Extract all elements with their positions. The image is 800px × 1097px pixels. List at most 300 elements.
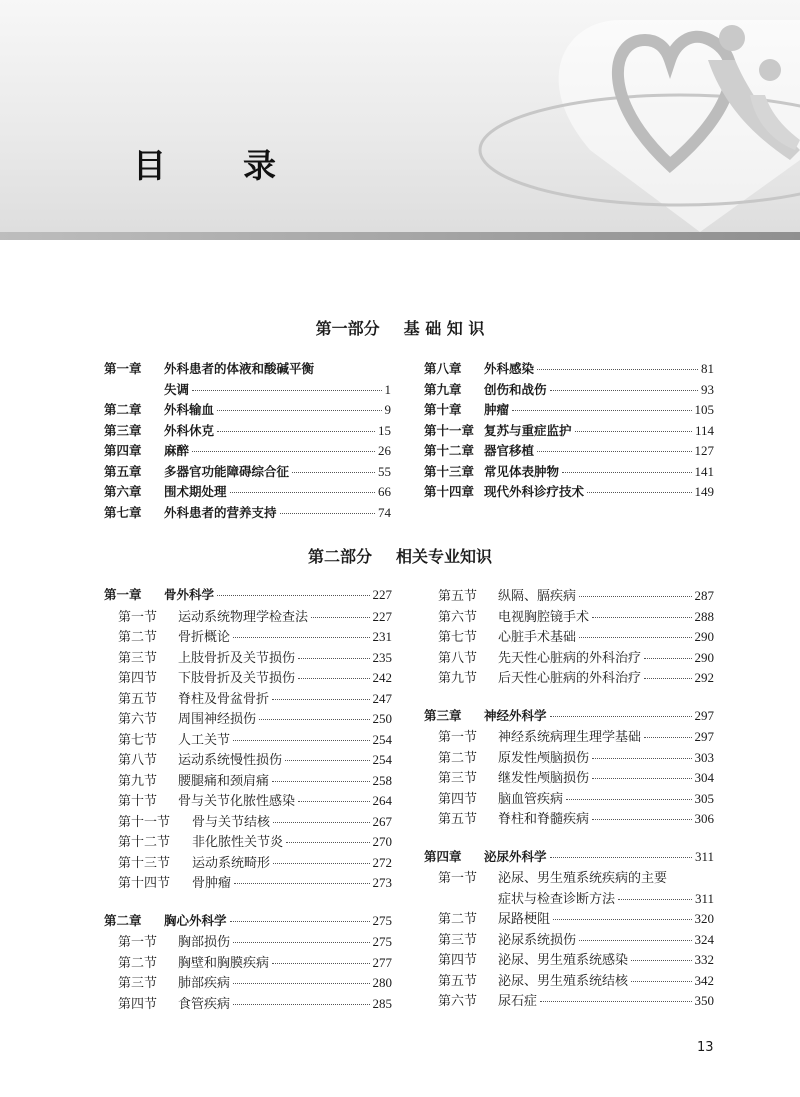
part1-left-column xyxy=(104,359,391,523)
page-ref: 273 xyxy=(372,875,392,890)
section-title: 泌尿、男生殖系统结核 xyxy=(498,973,629,989)
leader-dots xyxy=(579,637,691,638)
section-title: 胸壁和胸膜疾病 xyxy=(178,955,270,971)
section-number: 第五节 xyxy=(438,589,478,604)
toc-entry-label xyxy=(438,767,589,786)
section-number: 第二节 xyxy=(438,750,478,766)
toc-chapter-entry[interactable] xyxy=(104,911,392,932)
toc-chapter-entry[interactable] xyxy=(104,462,391,483)
toc-section-entry[interactable] xyxy=(104,729,392,750)
toc-section-entry[interactable] xyxy=(424,606,714,627)
section-title: 骨折概论 xyxy=(178,630,231,645)
page-ref: 254 xyxy=(372,731,392,747)
chapter-title: 围术期处理 xyxy=(164,484,227,499)
leader-dots xyxy=(550,390,698,391)
section-title: 脑血管疾病 xyxy=(498,791,564,807)
toc-section-entry[interactable] xyxy=(424,929,714,950)
section-number: 第一节 xyxy=(118,935,158,950)
section-title: 纵隔、膈疾病 xyxy=(498,589,577,604)
toc-entry-label xyxy=(118,952,269,971)
chapter-number: 第十章 xyxy=(424,402,462,417)
leader-dots xyxy=(631,960,691,961)
toc-entry-label xyxy=(424,482,584,500)
page-ref: 311 xyxy=(694,848,714,864)
toc-entry-label xyxy=(104,585,214,603)
toc-chapter-entry[interactable] xyxy=(104,503,391,524)
chapter-title: 骨外科学 xyxy=(164,587,215,602)
section-title: 尿石症 xyxy=(498,994,538,1009)
toc-entry-label xyxy=(424,847,547,865)
section-title: 非化脓性关节炎 xyxy=(192,835,284,850)
toc-section-entry[interactable] xyxy=(424,808,714,829)
toc-chapter-entry[interactable] xyxy=(104,400,391,421)
chapter-number: 第五章 xyxy=(104,463,142,479)
toc-section-entry[interactable] xyxy=(104,993,392,1014)
page-ref: 258 xyxy=(372,772,392,788)
toc-entry-label xyxy=(118,749,282,768)
page-ref: 74 xyxy=(378,504,391,520)
leader-dots xyxy=(550,857,692,858)
page-ref: 66 xyxy=(378,484,391,499)
section-number: 第八节 xyxy=(438,650,478,666)
toc-entry-label xyxy=(104,503,277,521)
part2-title xyxy=(0,544,800,567)
chapter-number: 第四章 xyxy=(424,848,462,864)
leader-dots xyxy=(233,740,369,741)
toc-section-entry[interactable] xyxy=(104,972,392,993)
toc-section-entry[interactable] xyxy=(104,811,392,832)
part2-right-column xyxy=(424,585,714,1011)
leader-dots xyxy=(285,760,369,761)
page-ref: 264 xyxy=(372,793,392,808)
section-title: 胸部损伤 xyxy=(178,935,231,950)
section-title: 运动系统畸形 xyxy=(192,855,271,871)
leader-dots xyxy=(298,801,369,802)
section-title: 脊柱及骨盆骨折 xyxy=(178,691,270,707)
page-ref: 254 xyxy=(372,752,392,767)
page-ref: 287 xyxy=(694,588,714,603)
section-number: 第一节 xyxy=(118,609,158,625)
toc-section-entry[interactable] xyxy=(104,852,392,873)
section-title: 泌尿、男生殖系统感染 xyxy=(498,953,629,968)
leader-dots xyxy=(298,658,369,659)
page-ref: 141 xyxy=(694,463,714,479)
toc-entry-label xyxy=(118,770,269,789)
leader-dots xyxy=(217,410,381,411)
toc-section-entry[interactable] xyxy=(104,749,392,770)
chapter-title: 常见体表肿物 xyxy=(484,463,560,479)
toc-section-entry[interactable] xyxy=(424,626,714,647)
toc-entry-label xyxy=(438,667,641,686)
toc-entry-label xyxy=(424,441,534,459)
leader-dots xyxy=(553,919,691,920)
toc-entry-label xyxy=(118,790,295,809)
section-number: 第十四节 xyxy=(118,876,171,891)
page-number: 13 xyxy=(697,1040,714,1055)
page-ref: 320 xyxy=(694,911,714,926)
leader-dots xyxy=(537,369,698,370)
leader-dots xyxy=(562,472,691,473)
toc-entry-label xyxy=(498,888,615,907)
toc-section-entry[interactable] xyxy=(424,888,714,909)
page-ref: 292 xyxy=(694,670,714,685)
toc-section-entry[interactable] xyxy=(104,708,392,729)
toc-entry-label xyxy=(438,808,589,827)
toc-section-entry[interactable] xyxy=(424,970,714,991)
leader-dots xyxy=(592,778,691,779)
leader-dots xyxy=(631,981,691,982)
page-ref: 149 xyxy=(694,484,714,499)
section-title: 泌尿系统损伤 xyxy=(498,932,577,948)
section-title: 继发性颅脑损伤 xyxy=(498,771,590,786)
section-title: 运动系统物理学检查法 xyxy=(178,609,309,625)
page-ref: 342 xyxy=(694,972,714,988)
toc-entry-label xyxy=(438,747,589,766)
section-title: 周围神经损伤 xyxy=(178,712,257,727)
section-title: 心脏手术基础 xyxy=(498,630,577,645)
toc-chapter-entry[interactable] xyxy=(424,359,714,380)
section-number: 第三节 xyxy=(118,976,158,991)
leader-dots xyxy=(298,678,369,679)
toc-section-entry[interactable] xyxy=(104,770,392,791)
toc-entry-label xyxy=(118,729,230,748)
toc-entry-label xyxy=(424,359,534,377)
toc-entry-label xyxy=(118,993,230,1012)
toc-entry-label xyxy=(438,726,641,745)
section-title: 症状与检查诊断方法 xyxy=(498,891,616,907)
section-number: 第二节 xyxy=(438,912,478,927)
spacer xyxy=(424,688,714,706)
chapter-title: 神经外科学 xyxy=(484,707,547,723)
section-title: 原发性颅脑损伤 xyxy=(498,750,590,766)
family-heart-logo-icon xyxy=(470,0,800,232)
section-title: 肺部疾病 xyxy=(178,976,231,991)
chapter-number: 第二章 xyxy=(104,402,142,417)
chapter-number: 第八章 xyxy=(424,361,462,376)
toc-entry-label xyxy=(118,872,231,891)
toc-chapter-entry[interactable] xyxy=(104,421,391,442)
page-ref: 275 xyxy=(372,934,392,949)
chapter-title: 现代外科诊疗技术 xyxy=(484,484,585,499)
chapter-number: 第十一章 xyxy=(424,422,475,438)
page-ref: 235 xyxy=(372,649,392,665)
toc-entry-label xyxy=(118,626,230,645)
page-ref: 227 xyxy=(372,608,392,624)
page-ref: 306 xyxy=(694,811,714,826)
toc-entry-label xyxy=(104,359,314,377)
section-number: 第六节 xyxy=(118,712,158,727)
toc-entry-label xyxy=(118,647,295,666)
leader-dots xyxy=(192,390,381,391)
chapter-number: 第二章 xyxy=(104,912,142,928)
section-number: 第一节 xyxy=(438,871,478,886)
toc-entry-label xyxy=(118,972,230,991)
chapter-title: 泌尿外科学 xyxy=(484,848,547,864)
page-ref: 15 xyxy=(378,422,391,438)
leader-dots xyxy=(233,637,369,638)
section-number: 第二节 xyxy=(118,630,158,645)
page-ref: 305 xyxy=(694,790,714,806)
chapter-title: 器官移植 xyxy=(484,443,535,458)
toc-entry-label xyxy=(438,626,576,645)
toc-chapter-entry[interactable] xyxy=(104,359,391,380)
chapter-number: 第十三章 xyxy=(424,463,475,479)
toc-section-entry[interactable] xyxy=(424,949,714,970)
toc-section-entry[interactable] xyxy=(104,931,392,952)
chapter-number: 第三章 xyxy=(104,422,142,438)
toc-entry-label xyxy=(104,911,227,929)
section-number: 第五节 xyxy=(438,812,478,827)
toc-entry-label xyxy=(438,585,576,604)
section-number: 第一节 xyxy=(438,730,478,745)
section-number: 第十二节 xyxy=(118,835,171,850)
leader-dots xyxy=(272,781,369,782)
section-number: 第六节 xyxy=(438,609,478,625)
toc-section-entry[interactable] xyxy=(424,867,714,888)
toc-entry-label xyxy=(118,811,270,830)
toc-chapter-entry[interactable] xyxy=(104,585,392,606)
toc-entry-label xyxy=(118,708,256,727)
section-title: 骨肿瘤 xyxy=(192,876,232,891)
leader-dots xyxy=(273,863,369,864)
chapter-title: 胸心外科学 xyxy=(164,912,227,928)
section-title: 泌尿、男生殖系统疾病的主要 xyxy=(498,871,668,886)
section-number: 第八节 xyxy=(118,753,158,768)
toc-section-entry[interactable] xyxy=(424,767,714,788)
leader-dots xyxy=(292,472,375,473)
toc-entry-label xyxy=(118,831,283,850)
toc-section-entry[interactable] xyxy=(424,908,714,929)
section-number: 第四节 xyxy=(438,953,478,968)
section-number: 第三节 xyxy=(438,771,478,786)
toc-section-entry[interactable] xyxy=(424,990,714,1011)
toc-chapter-entry[interactable] xyxy=(424,421,714,442)
toc-entry-label xyxy=(438,788,563,807)
leader-dots xyxy=(230,492,375,493)
chapter-title: 失调 xyxy=(164,381,190,397)
leader-dots xyxy=(644,737,691,738)
toc-section-entry[interactable] xyxy=(424,788,714,809)
page-ref: 304 xyxy=(694,770,714,785)
section-number: 第二节 xyxy=(118,955,158,971)
toc-section-entry[interactable] xyxy=(424,747,714,768)
toc-entry-label xyxy=(424,400,509,418)
chapter-number: 第七章 xyxy=(104,504,142,520)
part2-name: 相关专业知识 xyxy=(396,547,493,566)
toc-entry-label xyxy=(438,929,576,948)
leader-dots xyxy=(592,617,691,618)
chapter-number: 第九章 xyxy=(424,381,462,397)
toc-entry-label xyxy=(438,949,628,968)
leader-dots xyxy=(234,883,369,884)
page-ref: 270 xyxy=(372,834,392,849)
chapter-number: 第四章 xyxy=(104,443,142,458)
leader-dots xyxy=(537,451,691,452)
page-ref: 297 xyxy=(694,729,714,744)
toc-section-entry[interactable] xyxy=(104,872,392,893)
toc-chapter-entry[interactable] xyxy=(104,380,391,401)
toc-entry-label xyxy=(164,380,189,398)
page-ref: 9 xyxy=(384,402,391,417)
section-number: 第三节 xyxy=(438,932,478,948)
page-ref: 332 xyxy=(694,952,714,967)
chapter-title: 肿瘤 xyxy=(484,402,510,417)
page-ref: 250 xyxy=(372,711,392,726)
toc-section-entry[interactable] xyxy=(104,952,392,973)
page-ref: 290 xyxy=(694,629,714,644)
section-number: 第十一节 xyxy=(118,814,171,830)
toc-entry-label xyxy=(118,688,269,707)
toc-chapter-entry[interactable] xyxy=(104,482,391,503)
toc-entry-label xyxy=(438,606,589,625)
section-number: 第九节 xyxy=(118,773,158,789)
toc-chapter-entry[interactable] xyxy=(424,400,714,421)
leader-dots xyxy=(592,819,691,820)
section-number: 第四节 xyxy=(118,996,158,1012)
part1-right-column xyxy=(424,359,714,503)
toc-entry-label xyxy=(104,421,214,439)
page-ref: 288 xyxy=(694,608,714,624)
page-ref: 303 xyxy=(694,749,714,765)
part2-left-column xyxy=(104,585,392,1013)
page-ref: 93 xyxy=(701,381,714,397)
page-ref: 277 xyxy=(372,954,392,970)
toc-entry-label xyxy=(118,931,230,950)
page-ref: 297 xyxy=(694,707,714,723)
toc-entry-label xyxy=(438,867,667,886)
section-number: 第十三节 xyxy=(118,855,171,871)
toc-section-entry[interactable] xyxy=(104,626,392,647)
spacer xyxy=(104,893,392,911)
leader-dots xyxy=(644,678,691,679)
page-ref: 267 xyxy=(372,813,392,829)
toc-chapter-entry[interactable] xyxy=(424,847,714,868)
section-title: 食管疾病 xyxy=(178,996,231,1012)
toc-entry-label xyxy=(438,908,550,927)
page-ref: 285 xyxy=(372,995,392,1011)
section-title: 上肢骨折及关节损伤 xyxy=(178,650,296,666)
section-number: 第六节 xyxy=(438,994,478,1009)
toc-section-entry[interactable] xyxy=(104,688,392,709)
section-title: 骨与关节结核 xyxy=(192,814,271,830)
section-number: 第七节 xyxy=(438,630,478,645)
page-ref: 1 xyxy=(384,381,391,397)
toc-chapter-entry[interactable] xyxy=(424,706,714,727)
page-ref: 231 xyxy=(372,629,392,644)
section-title: 腰腿痛和颈肩痛 xyxy=(178,773,270,789)
leader-dots xyxy=(280,513,375,514)
section-number: 第九节 xyxy=(438,671,478,686)
page-title: 目 录 xyxy=(133,146,298,185)
part1-name: 基 础 知 识 xyxy=(403,319,485,338)
part1-label: 第一部分 xyxy=(315,319,380,338)
chapter-title: 外科休克 xyxy=(164,422,215,438)
chapter-title: 外科输血 xyxy=(164,402,215,417)
chapter-number: 第六章 xyxy=(104,484,142,499)
toc-section-entry[interactable] xyxy=(104,831,392,852)
toc-entry-label xyxy=(118,606,308,625)
toc-entry-label xyxy=(438,990,537,1009)
section-title: 人工关节 xyxy=(178,732,231,748)
leader-dots xyxy=(286,842,369,843)
toc-section-entry[interactable] xyxy=(104,790,392,811)
toc-section-entry[interactable] xyxy=(104,606,392,627)
chapter-title: 复苏与重症监护 xyxy=(484,422,572,438)
leader-dots xyxy=(259,719,369,720)
leader-dots xyxy=(311,617,369,618)
part1-title xyxy=(0,316,800,339)
header-divider xyxy=(0,232,800,240)
page-ref: 227 xyxy=(372,587,392,602)
spacer xyxy=(424,829,714,847)
toc-entry-label xyxy=(438,647,641,666)
chapter-title: 外科患者的营养支持 xyxy=(164,504,277,520)
toc-chapter-entry[interactable] xyxy=(424,482,714,503)
chapter-number: 第三章 xyxy=(424,707,462,723)
section-title: 后天性心脏病的外科治疗 xyxy=(498,671,642,686)
page-ref: 105 xyxy=(694,402,714,417)
leader-dots xyxy=(512,410,691,411)
chapter-title: 创伤和战伤 xyxy=(484,381,547,397)
page-ref: 127 xyxy=(694,443,714,458)
toc-section-entry[interactable] xyxy=(424,667,714,688)
leader-dots xyxy=(272,699,369,700)
toc-chapter-entry[interactable] xyxy=(424,462,714,483)
page-ref: 272 xyxy=(372,854,392,870)
toc-chapter-entry[interactable] xyxy=(424,441,714,462)
toc-entry-label xyxy=(104,441,189,459)
toc-section-entry[interactable] xyxy=(104,667,392,688)
leader-dots xyxy=(587,492,691,493)
leader-dots xyxy=(230,921,370,922)
toc-section-entry[interactable] xyxy=(424,585,714,606)
toc-section-entry[interactable] xyxy=(424,726,714,747)
section-title: 先天性心脏病的外科治疗 xyxy=(498,650,642,666)
section-title: 尿路梗阻 xyxy=(498,912,551,927)
page-ref: 247 xyxy=(372,690,392,706)
toc-entry-label xyxy=(424,462,559,480)
toc-entry-label xyxy=(104,462,289,480)
leader-dots xyxy=(192,451,375,452)
page-ref: 311 xyxy=(694,890,714,906)
section-number: 第四节 xyxy=(118,671,158,686)
chapter-number: 第一章 xyxy=(104,361,142,376)
toc-chapter-entry[interactable] xyxy=(104,441,391,462)
section-number: 第五节 xyxy=(118,691,158,707)
toc-entry-label xyxy=(118,852,270,871)
leader-dots xyxy=(644,658,691,659)
section-number: 第七节 xyxy=(118,732,158,748)
leader-dots xyxy=(592,758,691,759)
leader-dots xyxy=(217,431,375,432)
toc-entry-label xyxy=(424,421,572,439)
chapter-title: 外科患者的体液和酸碱平衡 xyxy=(164,361,315,376)
toc-entry-label xyxy=(104,482,227,500)
page-ref: 81 xyxy=(701,361,714,376)
toc-entry-label xyxy=(424,706,547,724)
toc-section-entry[interactable] xyxy=(424,647,714,668)
part2-label: 第二部分 xyxy=(307,547,372,566)
toc-entry-label xyxy=(118,667,295,686)
leader-dots xyxy=(272,963,369,964)
header-banner xyxy=(0,0,800,232)
page-ref: 114 xyxy=(694,422,714,438)
chapter-number: 第十二章 xyxy=(424,443,475,458)
section-number: 第五节 xyxy=(438,973,478,989)
section-title: 运动系统慢性损伤 xyxy=(178,753,283,768)
toc-chapter-entry[interactable] xyxy=(424,380,714,401)
toc-section-entry[interactable] xyxy=(104,647,392,668)
